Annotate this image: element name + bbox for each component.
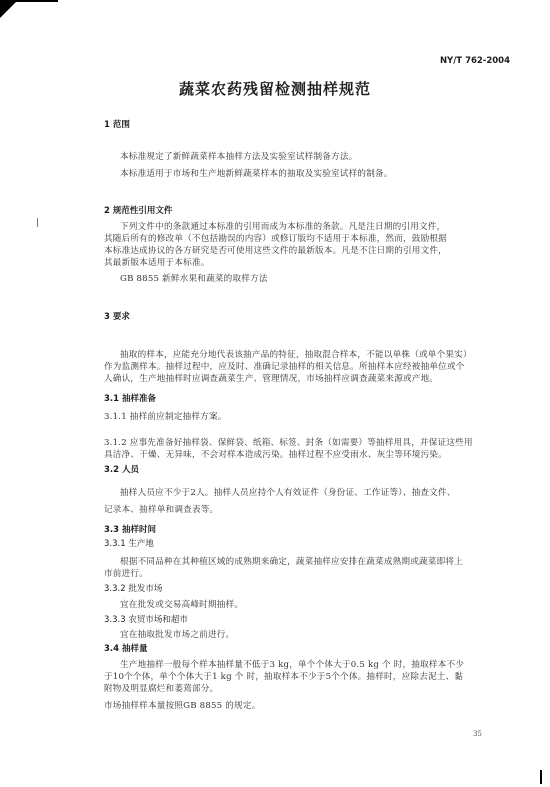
- standard-code: NY/T 762-2004: [439, 56, 510, 66]
- subsection-heading: 3.2 人员: [104, 465, 140, 475]
- paragraph-line: 人确认，生产地抽样时应调查蔬菜生产、管理情况，市场抽样应调查蔬菜来源或产地。: [104, 374, 439, 384]
- paragraph-line: 3.1.2 应事先准备好抽样袋、保鲜袋、纸箱、标签、封条（如需要）等抽样用具，并保证这些用: [104, 438, 473, 448]
- margin-tick: [37, 218, 38, 227]
- edge-bar: [540, 770, 542, 784]
- subsubsection-heading: 3.3.1 生产地: [104, 539, 154, 549]
- paragraph-line: 下列文件中的条款通过本标准的引用而成为本标准的条款。凡是注日期的引用文件，: [120, 222, 446, 232]
- corner-line: [0, 0, 58, 2]
- subsubsection-heading: 3.3.2 批发市场: [104, 584, 163, 594]
- section-heading-references: 2 规范性引用文件: [104, 206, 173, 216]
- paragraph-line: 附物及明显腐烂和萎蔫部分。: [104, 684, 219, 694]
- document-title: 蔬菜农药残留检测抽样规范: [178, 80, 371, 98]
- paragraph-line: 具洁净、干燥、无异味，不会对样本造成污染。抽样过程不应受雨水、灰尘等环境污染。: [104, 450, 447, 460]
- paragraph: 市场抽样样本量按照GB 8855 的规定。: [104, 701, 261, 711]
- paragraph-line: 记录本、抽样单和调查表等。: [104, 505, 219, 515]
- subsubsection-heading: 3.3.3 农贸市场和超市: [104, 615, 188, 625]
- paragraph-line: 其随后所有的修改单（不包括勘误的内容）或修订版均不适用于本标准，然而，鼓励根据: [104, 234, 447, 244]
- paragraph-line: 本标准达成协议的各方研究是否可使用这些文件的最新版本。凡是不注日期的引用文件，: [104, 246, 447, 256]
- corner-mark: [0, 0, 18, 18]
- paragraph: 本标准适用于市场和生产地新鲜蔬菜样本的抽取及实验室试样的制备。: [120, 169, 393, 179]
- paragraph-line: 其最新版本适用于本标准。: [104, 258, 210, 268]
- paragraph-line: 根据不同品种在其种植区域的成熟期来确定，蔬菜抽样应安排在蔬菜成熟期或蔬菜即将上: [120, 557, 463, 567]
- section-heading-scope: 1 范围: [104, 120, 130, 130]
- subsection-heading: 3.4 抽样量: [104, 644, 148, 654]
- paragraph: 本标准规定了新鲜蔬菜样本抽样方法及实验室试样制备方法。: [120, 152, 358, 162]
- paragraph-line: 市前进行。: [104, 569, 148, 579]
- paragraph: 宜在抽取批发市场之前进行。: [120, 630, 235, 640]
- paragraph-line: 抽样人员应不少于2人。抽样人员应持个人有效证件（身份证、工作证等）、抽查文件、: [120, 488, 456, 498]
- paragraph-line: 于10个个体，单个个体大于1 kg 个 时，抽取样本不少于5个个体。抽样时，应除去泥土、黏: [104, 672, 464, 682]
- subsection-heading: 3.1 抽样准备: [104, 394, 157, 404]
- paragraph-line: 作为监测样本。抽样过程中，应及时、准确记录抽样的相关信息。所抽样本应经被抽单位或个: [104, 362, 465, 372]
- subsection-heading: 3.3 抽样时间: [104, 525, 157, 535]
- reference-item: GB 8855 新鲜水果和蔬菜的取样方法: [120, 274, 268, 284]
- paragraph: 3.1.1 抽样前应制定抽样方案。: [104, 412, 227, 422]
- paragraph: 宜在批发或交易高峰时期抽样。: [120, 600, 244, 610]
- paragraph-line: 抽取的样本，应能充分地代表该抽产品的特征，抽取混合样本，不能以单株（或单个果实）: [120, 350, 472, 360]
- paragraph-line: 生产地抽样一般每个样本抽样量不低于3 kg，单个个体大于0.5 kg 个 时，抽取样本不少: [120, 660, 465, 670]
- page-number: 35: [473, 730, 482, 738]
- section-heading-requirements: 3 要求: [104, 312, 130, 322]
